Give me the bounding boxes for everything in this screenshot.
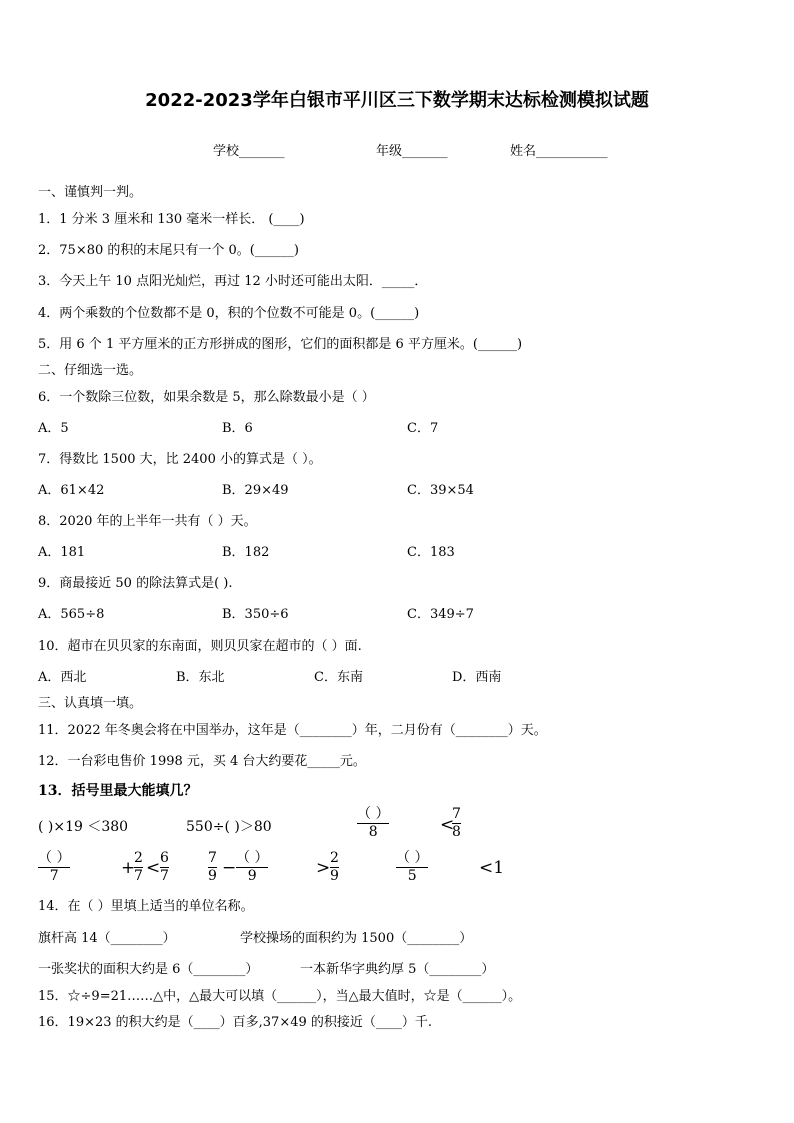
school-field[interactable]: 学校_______ bbox=[213, 144, 285, 159]
q13-expr-b: 550÷( )＞80 bbox=[186, 819, 272, 835]
question-9: 9．商最接近 50 的除法算式是( ). bbox=[38, 576, 233, 591]
plus-sign: + bbox=[121, 858, 136, 878]
question-4: 4．两个乘数的个位数都不是 0，积的个位数不可能是 0。(______) bbox=[38, 306, 420, 321]
section-heading: 二、仔细选一选。 bbox=[38, 363, 143, 378]
option-b[interactable]: B．182 bbox=[222, 545, 270, 560]
option-a[interactable]: A．5 bbox=[38, 421, 69, 436]
q14-item-c: 一张奖状的面积大约是 6（________） bbox=[38, 962, 259, 977]
greater-than-sign: > bbox=[316, 858, 331, 878]
option-a[interactable]: A．西北 bbox=[38, 670, 87, 685]
option-c[interactable]: C．39×54 bbox=[407, 483, 474, 498]
question-3: 3．今天上午 10 点阳光灿烂，再过 12 小时还可能出太阳．_____． bbox=[38, 274, 428, 289]
option-c[interactable]: C．东南 bbox=[314, 670, 363, 685]
fraction-denominator: 7 bbox=[134, 868, 143, 884]
grade-field[interactable]: 年级_______ bbox=[376, 144, 448, 159]
fraction-numerator: 2 bbox=[134, 850, 143, 866]
fraction-denominator: 9 bbox=[330, 868, 339, 884]
fraction-denominator: 9 bbox=[247, 868, 257, 884]
option-c[interactable]: C．183 bbox=[407, 545, 455, 560]
question-16: 16．19×23 的积大约是（____）百多,37×49 的积接近（____）千. bbox=[38, 1015, 433, 1030]
q13-fraction bbox=[452, 806, 461, 841]
fraction-numerator[interactable]: （ ） bbox=[236, 850, 269, 866]
fraction-numerator[interactable]: （ ） bbox=[357, 806, 390, 822]
question-14: 14．在（ ）里填上适当的单位名称。 bbox=[38, 899, 254, 914]
question-6: 6．一个数除三位数，如果余数是 5，那么除数最小是（ ） bbox=[38, 390, 375, 405]
less-than-sign: < bbox=[440, 815, 455, 835]
less-than-one: <1 bbox=[479, 858, 505, 878]
question-12: 12．一台彩电售价 1998 元，买 4 台大约要花_____元。 bbox=[38, 754, 366, 769]
option-a[interactable]: A．61×42 bbox=[38, 483, 105, 498]
fraction-numerator: 2 bbox=[330, 850, 339, 866]
option-c[interactable]: C．349÷7 bbox=[407, 607, 474, 622]
minus-sign: − bbox=[222, 858, 237, 878]
option-a[interactable]: A．565÷8 bbox=[38, 607, 105, 622]
question-7: 7．得数比 1500 大，比 2400 小的算式是（ ）。 bbox=[38, 452, 322, 467]
option-d[interactable]: D．西南 bbox=[452, 670, 502, 685]
option-b[interactable]: B．6 bbox=[222, 421, 253, 436]
fraction-denominator: 9 bbox=[208, 868, 217, 884]
fraction-denominator: 8 bbox=[452, 824, 461, 840]
option-b[interactable]: B．东北 bbox=[176, 670, 225, 685]
q14-item-a: 旗杆高 14（________） bbox=[38, 931, 176, 946]
q13-fraction bbox=[134, 850, 143, 885]
question-13: 13．括号里最大能填几？ bbox=[38, 783, 198, 799]
question-8: 8．2020 年的上半年一共有（ ）天。 bbox=[38, 514, 257, 529]
question-11: 11．2022 年冬奥会将在中国举办，这年是（________）年，二月份有（________）天。 bbox=[38, 723, 547, 738]
section-heading: 三、认真填一填。 bbox=[38, 696, 143, 711]
fraction-numerator[interactable]: （ ） bbox=[396, 850, 429, 866]
option-b[interactable]: B．29×49 bbox=[222, 483, 289, 498]
question-10: 10．超市在贝贝家的东南面，则贝贝家在超市的（ ）面. bbox=[38, 639, 362, 654]
question-5: 5．用 6 个 1 平方厘米的正方形拼成的图形，它们的面积都是 6 平方厘米。(______) bbox=[38, 337, 523, 352]
fraction-denominator: 7 bbox=[160, 868, 169, 884]
q13-fraction bbox=[330, 850, 339, 885]
q13-fraction-blank bbox=[396, 850, 428, 885]
question-15: 15．☆÷9=21……△中，△最大可以填（______），当△最大值时，☆是（______）。 bbox=[38, 989, 522, 1004]
q13-fraction-blank bbox=[38, 850, 70, 885]
less-than-sign: < bbox=[146, 858, 161, 878]
fraction-denominator: 5 bbox=[407, 868, 417, 884]
fraction-numerator[interactable]: （ ） bbox=[38, 850, 71, 866]
q13-fraction bbox=[208, 850, 217, 885]
name-field[interactable]: 姓名___________ bbox=[510, 144, 608, 159]
question-2: 2．75×80 的积的末尾只有一个 0。(______) bbox=[38, 243, 299, 258]
fraction-numerator: 7 bbox=[208, 850, 217, 866]
q13-fraction bbox=[160, 850, 169, 885]
section-heading: 一、谨慎判一判。 bbox=[38, 185, 143, 200]
fraction-numerator: 7 bbox=[452, 806, 461, 822]
q14-item-d: 一本新华字典约厚 5（________） bbox=[300, 962, 495, 977]
option-c[interactable]: C．7 bbox=[407, 421, 439, 436]
q13-fraction-blank bbox=[236, 850, 268, 885]
question-1: 1．1 分米 3 厘米和 130 毫米一样长． (____) bbox=[38, 212, 305, 227]
option-a[interactable]: A．181 bbox=[38, 545, 86, 560]
q13-fraction-blank bbox=[357, 806, 389, 841]
q13-expr-a: ( )×19 ＜380 bbox=[38, 819, 129, 835]
fraction-denominator: 8 bbox=[368, 824, 378, 840]
page-title: 2022-2023学年白银市平川区三下数学期末达标检测模拟试题 bbox=[145, 90, 649, 111]
fraction-numerator: 6 bbox=[160, 850, 169, 866]
fraction-denominator: 7 bbox=[49, 868, 59, 884]
option-b[interactable]: B．350÷6 bbox=[222, 607, 289, 622]
q14-item-b: 学校操场的面积约为 1500（________） bbox=[240, 931, 473, 946]
